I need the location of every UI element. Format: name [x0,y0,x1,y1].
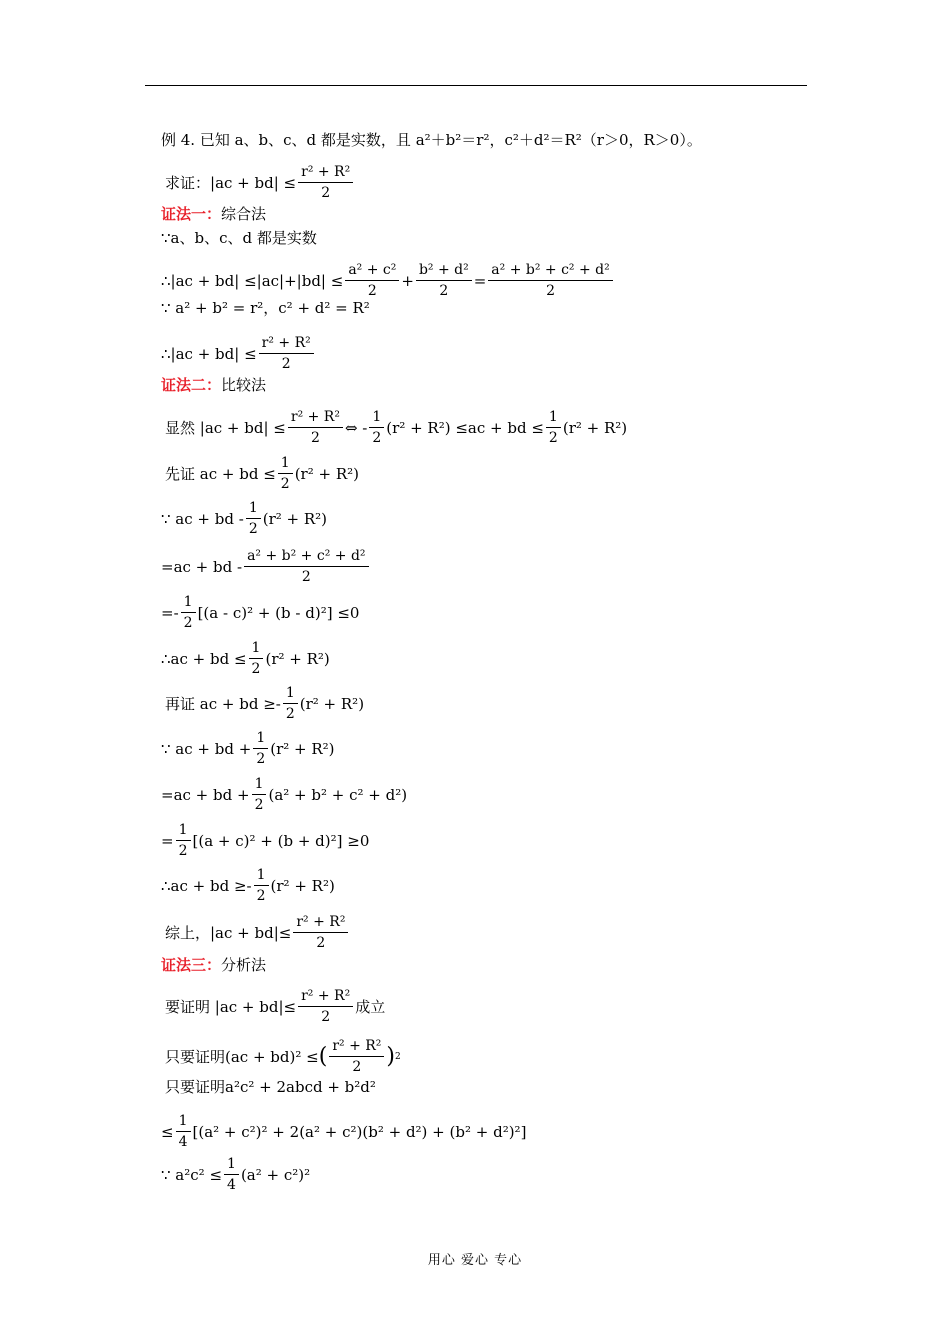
step-text: (r² + R²) [294,464,359,483]
numerator: a² + c² [345,262,399,281]
numerator: 1 [254,867,269,886]
fraction [244,548,368,585]
denominator: 2 [254,797,264,813]
denominator: 2 [372,430,382,446]
denominator: 2 [183,615,193,631]
numerator: 1 [369,409,384,428]
method1-step3 [161,299,370,317]
step-text: ∴ac + bd ≤ [161,649,247,668]
step-text: =- [161,603,179,622]
denominator: 2 [251,661,261,677]
step-text: ∵ ac + bd + [161,739,252,758]
numerator: r² + R² [293,914,348,933]
fraction [252,776,267,813]
fraction [416,262,472,299]
fraction [253,730,268,767]
denominator: 2 [316,935,326,951]
method2-step8 [161,730,335,767]
step-text: ∵a、b、c、d 都是实数 [161,229,317,247]
fraction [298,988,353,1025]
prove-expr: |ac + bd| ≤ [210,173,297,192]
step-text: (r² + R²) ≤ac + bd ≤ [386,418,544,437]
numerator: 1 [283,685,298,704]
numerator: 1 [249,640,264,659]
step-text: ∵ a² + b² = r²，c² + d² = R² [161,299,370,317]
method3-step5 [161,1156,310,1193]
fraction [288,409,343,446]
step-text: 显然 |ac + bd| ≤ [165,418,286,437]
method2-step6 [161,640,330,677]
method2-step12 [165,914,350,951]
step-text: (r² + R²) [562,418,628,437]
denominator: 2 [546,283,555,299]
numerator: r² + R² [329,1038,384,1057]
step-text: (r² + R²) [270,739,335,758]
numerator: 1 [546,409,561,428]
fraction [278,455,293,492]
method2-step1 [165,409,627,446]
numerator: a² + b² + c² + d² [488,262,612,281]
step-text: 要证明 |ac + bd|≤ [165,997,297,1016]
denominator: 4 [227,1177,236,1193]
denominator: 2 [178,843,188,859]
method-name: 综合法 [221,205,267,223]
denominator: 2 [248,521,258,537]
step-text: (r² + R²) [299,694,365,713]
step-text: (a² + c²)² [240,1165,311,1184]
denominator: 2 [301,569,311,585]
fraction [345,262,399,299]
numerator: 1 [224,1156,239,1175]
denominator: 2 [310,430,320,446]
fraction [488,262,612,299]
method1-step4 [161,335,316,372]
method2-step4 [161,548,371,585]
method2-step10 [161,822,369,859]
step-text: [(a - c)² + (b - d)²] ≤0 [197,603,360,622]
step-text: = [161,831,174,850]
fraction [176,1113,191,1150]
step-text: ⇔ - [344,418,368,437]
fraction [298,164,353,201]
numerator: 1 [253,730,268,749]
denominator: 2 [256,888,266,904]
method2-step7 [165,685,364,722]
fraction [546,409,561,446]
method2-step5 [161,594,359,631]
denominator: 2 [367,283,377,299]
numerator: 1 [252,776,267,795]
prove-line [165,164,355,201]
page-footer: 用心 爱心 专心 [427,1253,523,1268]
method3-heading [161,956,266,974]
fraction [249,640,264,677]
denominator: 2 [548,430,558,446]
denominator: 2 [439,283,449,299]
denominator: 2 [285,706,295,722]
method3-step3 [165,1078,376,1096]
method-label: 证法二： [161,376,222,394]
fraction [176,822,191,859]
step-text: ∴|ac + bd| ≤ [161,344,257,363]
step-text: =ac + bd + [161,785,250,804]
method1-step2 [161,262,615,299]
step-text: (r² + R²) [265,649,330,668]
method2-heading [161,376,266,394]
method2-step11 [161,867,335,904]
step-text: [(a² + c²)² + 2(a² + c²)(b² + d²) + (b² + d²)²] [192,1122,527,1141]
step-text: 再证 ac + bd ≥- [165,694,281,713]
numerator: b² + d² [416,262,472,281]
method-label: 证法一： [161,205,222,223]
method2-step2 [165,455,359,492]
step-text: (r² + R²) [262,509,328,528]
numerator: 1 [246,500,261,519]
method3-step1 [165,988,385,1025]
method2-step9 [161,776,407,813]
numerator: r² + R² [298,988,353,1007]
numerator: 1 [176,822,191,841]
plus-sign: + [401,271,414,290]
fraction [283,685,298,722]
fraction [293,914,348,951]
denominator: 2 [281,356,291,372]
fraction [224,1156,239,1193]
example-statement [161,131,702,149]
denominator: 2 [280,476,290,492]
method-label: 证法三： [161,956,222,974]
numerator: r² + R² [288,409,343,428]
numerator: 1 [176,1113,191,1132]
numerator: 1 [278,455,293,474]
step-text: ∴|ac + bd| ≤|ac|+|bd| ≤ [161,271,344,290]
denominator: 2 [321,1009,331,1025]
step-text: 综上，|ac + bd|≤ [165,923,292,942]
denominator: 2 [256,751,266,767]
fraction [254,867,269,904]
step-text: =ac + bd - [161,557,243,576]
step-text: 只要证明(ac + bd)² ≤ [165,1047,319,1066]
step-text: (r² + R²) [270,876,335,895]
step-text: 成立 [355,997,386,1016]
step-text: 先证 ac + bd ≤ [165,464,276,483]
step-text: ∵ ac + bd - [161,509,244,528]
numerator: r² + R² [259,335,314,354]
step-text: ∵ a²c² ≤ [161,1165,223,1184]
prove-prefix: 求证： [165,173,211,192]
fraction [181,594,196,631]
step-text: 只要证明a²c² + 2abcd + b²d² [165,1078,376,1096]
method1-step1 [161,229,317,247]
step-text: ≤ [161,1122,174,1141]
denominator: 2 [321,185,331,201]
numerator: a² + b² + c² + d² [244,548,368,567]
step-text: ∴ac + bd ≥- [161,876,252,895]
equals-sign: = [473,271,487,290]
denominator: 2 [352,1059,362,1075]
fraction [246,500,261,537]
step-text: (a² + b² + c² + d²) [268,785,408,804]
header-rule [145,85,807,86]
numerator: r² + R² [298,164,353,183]
method1-heading [161,205,266,223]
method-name: 分析法 [221,956,267,974]
numerator: 1 [181,594,196,613]
denominator: 4 [178,1134,188,1150]
fraction [329,1038,384,1075]
method-name: 比较法 [221,376,267,394]
fraction [369,409,384,446]
example-text: 例 4. 已知 a、b、c、d 都是实数，且 a²＋b²＝r²，c²＋d²＝R²（r＞0，R＞0）。 [161,131,702,149]
method2-step3 [161,500,327,537]
step-text: [(a + c)² + (b + d)²] ≥0 [192,831,370,850]
method3-step2: 只要证明(ac + bd)² ≤ ( $\frac{\text{r² + R²}}{2}$ ) 2 [165,1038,401,1075]
fraction [259,335,314,372]
method3-step4 [161,1113,526,1150]
